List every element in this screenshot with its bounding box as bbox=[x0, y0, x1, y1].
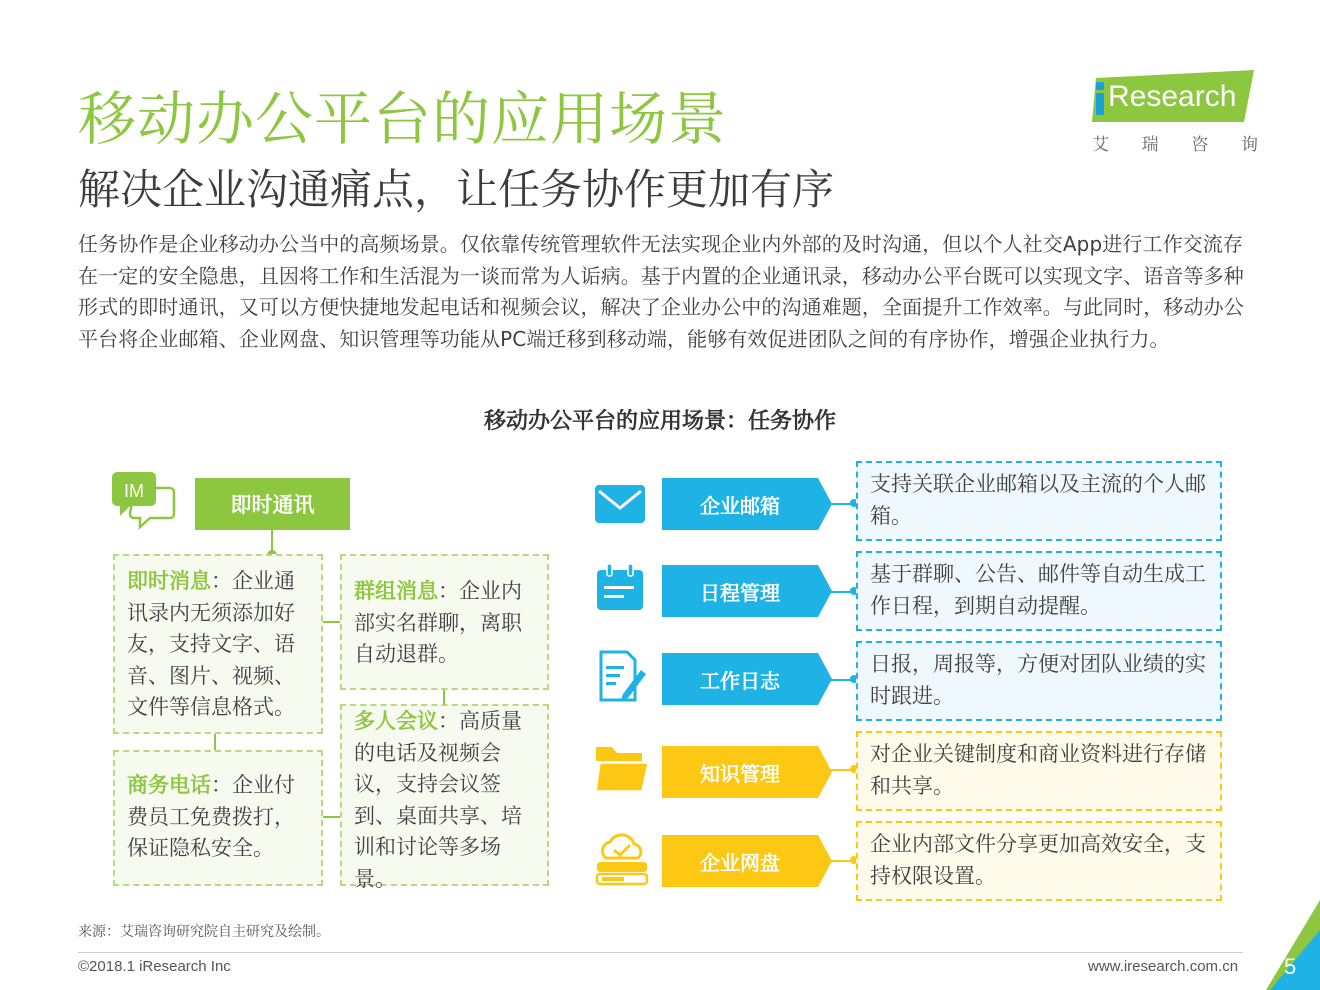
feature-desc-worklog: 日报，周报等，方便对团队业绩的实时跟进。 bbox=[856, 641, 1222, 721]
im-heading: 即时通讯 bbox=[195, 478, 350, 530]
feature-label-knowledge: 知识管理 bbox=[662, 746, 818, 798]
source-note: 来源：艾瑞咨询研究院自主研究及绘制。 bbox=[78, 924, 330, 940]
logo-cn-char: 瑞 bbox=[1141, 135, 1159, 155]
page-subtitle: 解决企业沟通痛点，让任务协作更加有序 bbox=[78, 165, 835, 214]
iresearch-logo bbox=[1090, 70, 1260, 160]
im-box-title: 群组消息 bbox=[354, 579, 438, 603]
im-box-text: ：企业内部实名群聊，离职自动退群。 bbox=[354, 579, 522, 666]
intro-paragraph: 任务协作是企业移动办公当中的高频场景。仅依靠传统管理软件无法实现企业内外部的及时沟通，但以个人社交App进行工作交流存在一定的安全隐患，且因将工作和生活混为一谈而常为人诟病。基于内置的企业通讯录，移动办公平台既可以实现文字、语音等多种形式的即时通讯，又可以方便快捷地发起电话和视频会议，解决了企业办公中的沟通难题，全面提升工作效率。与此同时，移动办公平台将企业邮箱、企业网盘、知识管理等功能从PC端迁移到移动端，能够有效促进团队之间的有序协作，增强企业执行力。 bbox=[78, 232, 1244, 351]
connector-line bbox=[321, 816, 341, 818]
logo-cn-char: 艾 bbox=[1092, 135, 1109, 155]
im-box-multi-meeting bbox=[340, 704, 549, 891]
footer-divider bbox=[78, 952, 1243, 953]
connector-line bbox=[443, 689, 445, 705]
connector-line bbox=[818, 769, 854, 771]
logo-i-dot bbox=[1096, 82, 1104, 90]
page-number: 5 bbox=[1284, 954, 1297, 979]
logo-cn-char: 咨 bbox=[1191, 135, 1209, 155]
connector-line bbox=[818, 679, 854, 681]
im-box-title: 即时消息 bbox=[127, 569, 211, 593]
connector-line bbox=[321, 621, 341, 623]
connector-line bbox=[818, 503, 854, 505]
logo-i-stem bbox=[1096, 93, 1104, 115]
im-box-group-message bbox=[340, 554, 549, 690]
feature-desc-email: 支持关联企业邮箱以及主流的个人邮箱。 bbox=[856, 461, 1222, 541]
connector-line bbox=[214, 733, 216, 751]
copyright-text: ©2018.1 iResearch Inc bbox=[78, 958, 231, 975]
im-chat-icon bbox=[110, 470, 176, 530]
im-box-title: 多人会议 bbox=[354, 709, 438, 733]
im-box-instant-message bbox=[113, 554, 323, 734]
im-box-text: ：高质量的电话及视频会议，支持会议签到、桌面共享、培训和讨论等多场景。 bbox=[354, 709, 522, 891]
edit-doc-icon bbox=[597, 650, 647, 704]
website-link[interactable]: www.iresearch.com.cn bbox=[1088, 958, 1239, 975]
connector-line bbox=[818, 591, 854, 593]
diagram-title: 移动办公平台的应用场景：任务协作 bbox=[483, 409, 836, 434]
feature-label-email: 企业邮箱 bbox=[662, 478, 818, 530]
feature-desc-netdisk: 企业内部文件分享更加高效安全，支持权限设置。 bbox=[856, 821, 1222, 901]
feature-label-netdisk: 企业网盘 bbox=[662, 835, 818, 887]
logo-brand-text: Research bbox=[1108, 80, 1237, 113]
feature-label-schedule: 日程管理 bbox=[662, 565, 818, 617]
im-box-text: ：企业付费员工免费拨打，保证隐私安全。 bbox=[127, 773, 295, 860]
im-box-business-call bbox=[113, 750, 323, 886]
im-box-title: 商务电话 bbox=[127, 773, 211, 797]
connector-line bbox=[818, 860, 854, 862]
label-arrow bbox=[818, 746, 832, 798]
logo-cn-char: 询 bbox=[1240, 135, 1258, 155]
im-icon-text: IM bbox=[124, 481, 144, 501]
feature-label-worklog: 工作日志 bbox=[662, 653, 818, 705]
folder-icon bbox=[594, 743, 650, 793]
page-title: 移动办公平台的应用场景 bbox=[78, 85, 728, 153]
mail-icon bbox=[594, 484, 648, 526]
feature-desc-knowledge: 对企业关键制度和商业资料进行存储和共享。 bbox=[856, 731, 1222, 811]
im-box-text: ：企业通讯录内无须添加好友，支持文字、语音、图片、视频、文件等信息格式。 bbox=[127, 569, 295, 719]
calendar-icon bbox=[596, 564, 646, 612]
logo-cn-text bbox=[1092, 130, 1258, 155]
cloud-drive-icon bbox=[594, 832, 650, 886]
feature-desc-schedule: 基于群聊、公告、邮件等自动生成工作日程，到期自动提醒。 bbox=[856, 551, 1222, 631]
